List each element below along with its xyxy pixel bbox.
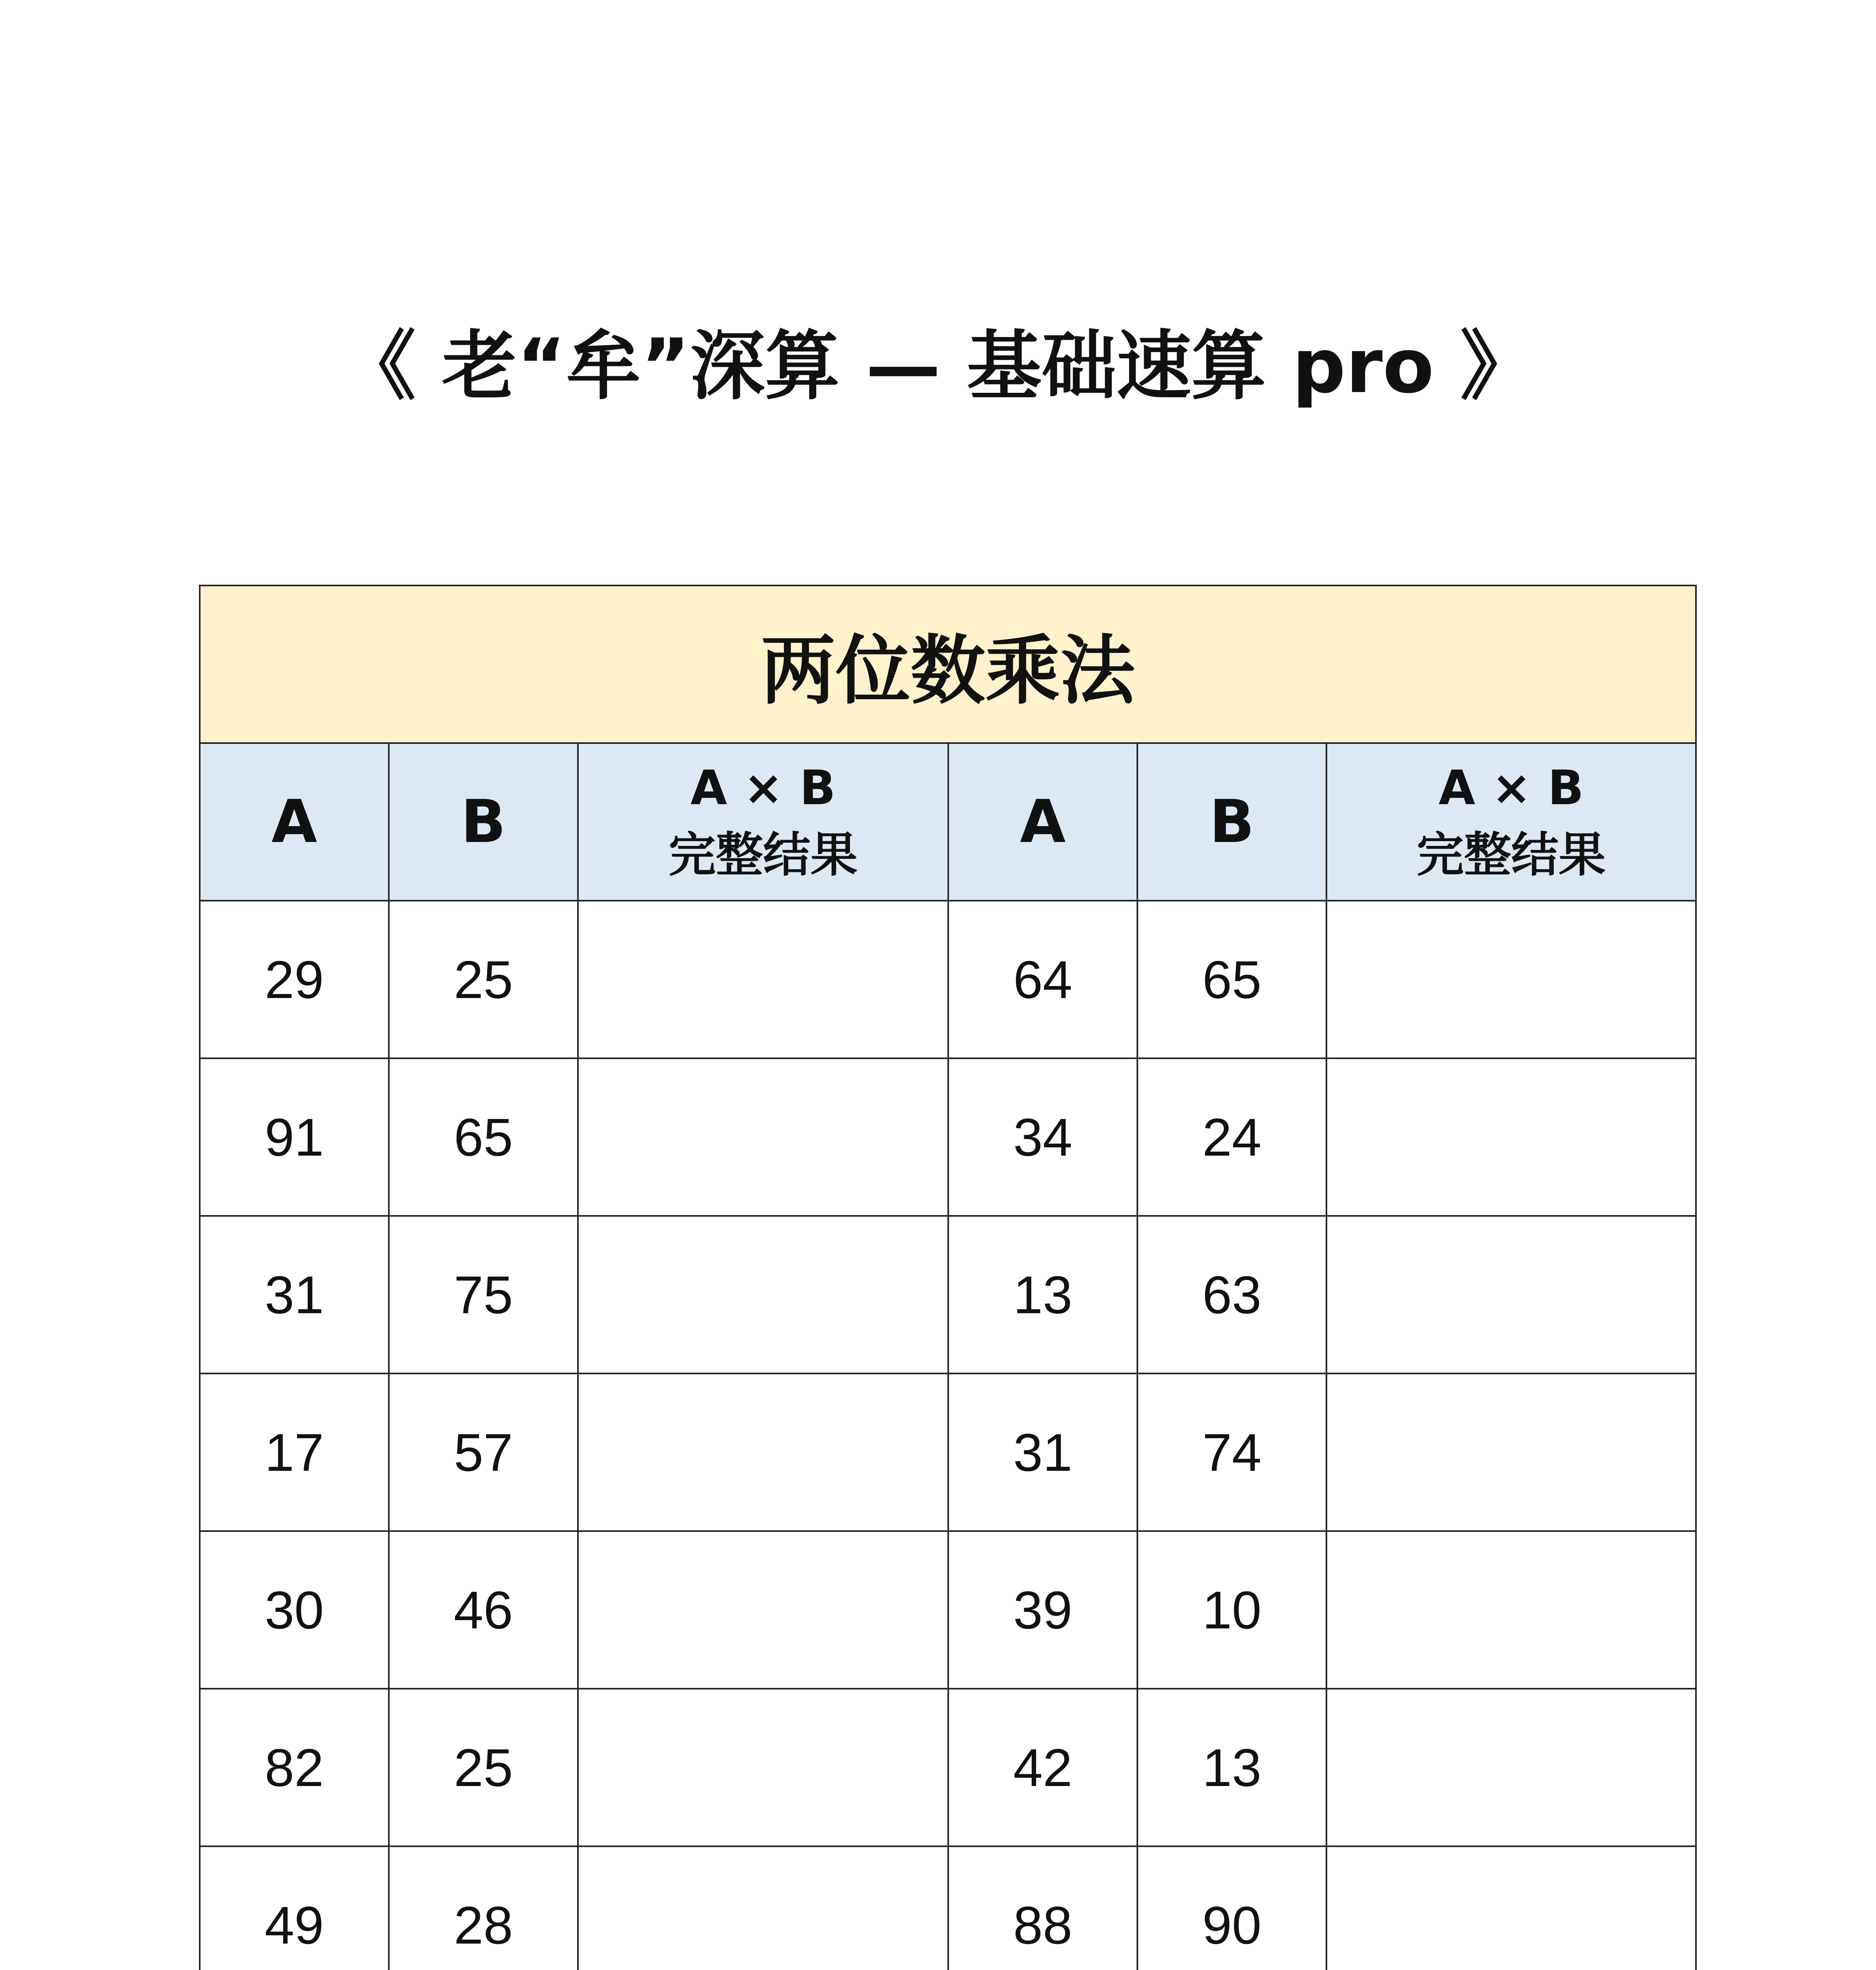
cell-b-right: 74 <box>1137 1373 1326 1531</box>
multiplication-table <box>199 585 1697 1970</box>
header-product <box>578 743 948 901</box>
answer-field-right[interactable] <box>1326 901 1696 1058</box>
table-row <box>200 1846 1696 1970</box>
cell-a-left: 17 <box>200 1373 389 1531</box>
answer-field-right[interactable] <box>1326 1058 1696 1216</box>
table-row <box>200 901 1696 1058</box>
answer-field-right[interactable] <box>1326 1846 1696 1970</box>
cell-b-left: 28 <box>389 1846 578 1970</box>
cell-a-right: 64 <box>948 901 1137 1058</box>
header-product-caption: 完整结果 <box>1417 828 1606 883</box>
answer-field-left[interactable] <box>578 1058 948 1216</box>
page-title: 《 老“牟”深算 — 基础速算 pro 》 <box>341 323 1535 410</box>
answer-field-left[interactable] <box>578 1689 948 1846</box>
cell-a-right: 39 <box>948 1531 1137 1689</box>
header-a: A <box>948 743 1137 901</box>
answer-field-left[interactable] <box>578 1216 948 1373</box>
cell-b-left: 57 <box>389 1373 578 1531</box>
cell-a-right: 42 <box>948 1689 1137 1846</box>
table-banner: 两位数乘法 <box>200 585 1696 743</box>
table-row <box>200 1216 1696 1373</box>
cell-a-left: 31 <box>200 1216 389 1373</box>
header-b: B <box>389 743 578 901</box>
cell-b-right: 24 <box>1137 1058 1326 1216</box>
cell-b-right: 90 <box>1137 1846 1326 1970</box>
answer-field-left[interactable] <box>578 1846 948 1970</box>
table-row <box>200 1058 1696 1216</box>
cell-b-left: 65 <box>389 1058 578 1216</box>
header-a: A <box>200 743 389 901</box>
cell-b-right: 65 <box>1137 901 1326 1058</box>
cell-a-right: 13 <box>948 1216 1137 1373</box>
cell-a-left: 49 <box>200 1846 389 1970</box>
answer-field-right[interactable] <box>1326 1373 1696 1531</box>
table-header-row <box>200 743 1696 901</box>
cell-a-left: 82 <box>200 1689 389 1846</box>
cell-b-left: 75 <box>389 1216 578 1373</box>
table-row <box>200 1531 1696 1689</box>
header-product-formula: A × B <box>690 761 836 816</box>
answer-field-left[interactable] <box>578 1373 948 1531</box>
cell-a-right: 34 <box>948 1058 1137 1216</box>
answer-field-right[interactable] <box>1326 1216 1696 1373</box>
cell-a-left: 91 <box>200 1058 389 1216</box>
cell-a-right: 31 <box>948 1373 1137 1531</box>
header-product <box>1326 743 1696 901</box>
answer-field-left[interactable] <box>578 901 948 1058</box>
cell-b-left: 25 <box>389 1689 578 1846</box>
header-product-formula: A × B <box>1438 761 1584 816</box>
cell-b-right: 63 <box>1137 1216 1326 1373</box>
table-banner-row <box>200 585 1696 743</box>
header-b: B <box>1137 743 1326 901</box>
cell-a-left: 29 <box>200 901 389 1058</box>
cell-a-right: 88 <box>948 1846 1137 1970</box>
cell-a-left: 30 <box>200 1531 389 1689</box>
cell-b-left: 46 <box>389 1531 578 1689</box>
answer-field-left[interactable] <box>578 1531 948 1689</box>
cell-b-right: 10 <box>1137 1531 1326 1689</box>
table-row <box>200 1373 1696 1531</box>
cell-b-right: 13 <box>1137 1689 1326 1846</box>
header-product-caption: 完整结果 <box>669 828 858 883</box>
cell-b-left: 25 <box>389 901 578 1058</box>
table-row <box>200 1689 1696 1846</box>
answer-field-right[interactable] <box>1326 1689 1696 1846</box>
answer-field-right[interactable] <box>1326 1531 1696 1689</box>
